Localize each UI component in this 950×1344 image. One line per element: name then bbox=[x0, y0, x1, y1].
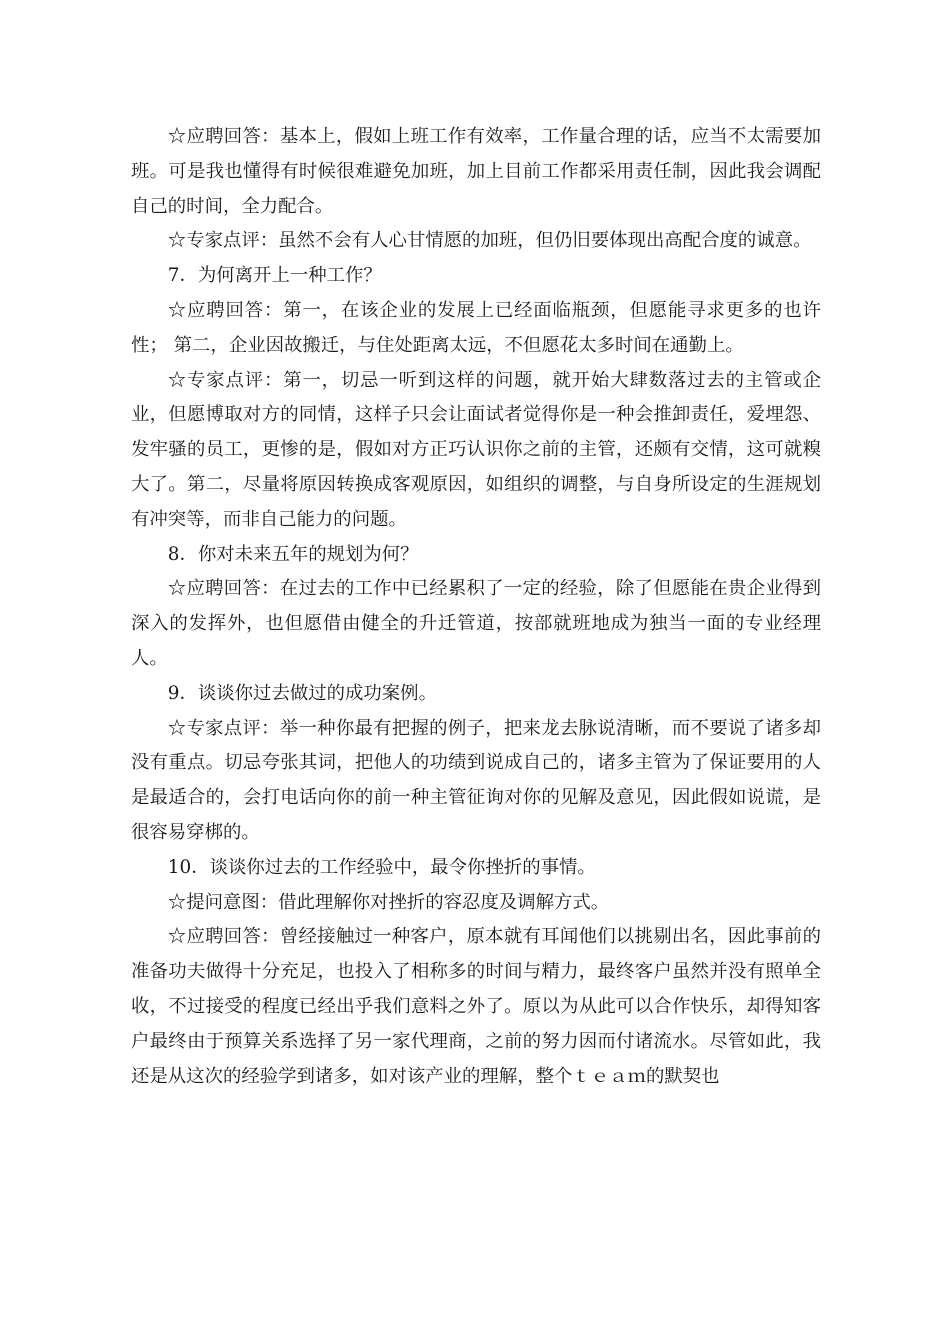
answer-paragraph: ☆应聘回答：在过去的工作中已经累积了一定的经验，除了但愿能在贵企业得到深入的发挥外，也但愿借由健全的升迁管道，按部就班地成为独当一面的专业经理人。 bbox=[131, 578, 821, 669]
question-heading: 8．你对未来五年的规划为何？ bbox=[167, 543, 419, 565]
comment-paragraph: ☆专家点评：第一，切忌一听到这样的问题，就开始大肆数落过去的主管或企业，但愿博取对方的同情，这样子只会让面试者觉得你是一种会推卸责任，爱埋怨、发牢骚的员工，更惨的是，假如对方正巧认识你之前的主管，还颇有交情，这可就糗大了。第二，尽量将原因转换成客观原因，如组织的调整，与自身所设定的生涯规划有冲突等，而非自己能力的问题。 bbox=[131, 369, 821, 530]
document-body bbox=[131, 120, 821, 1094]
answer-paragraph: ☆应聘回答：曾经接触过一种客户，原本就有耳闻他们以挑剔出名，因此事前的准备功夫做得十分充足，也投入了相称多的时间与精力，最终客户虽然并没有照单全收，不过接受的程度已经出乎我们意料之外了。原以为从此可以合作快乐，却得知客户最终由于预算关系选择了另一家代理商，之前的努力因而付诸流水。尽管如此，我还是从这次的经验学到诸多，如对该产业的理解，整个ｔｅａｍ的默契也 bbox=[131, 926, 821, 1087]
intent-paragraph: ☆提问意图：借此理解你对挫折的容忍度及调解方式。 bbox=[167, 891, 610, 913]
question-heading: 9．谈谈你过去做过的成功案例。 bbox=[167, 682, 437, 704]
comment-paragraph: ☆专家点评：虽然不会有人心甘情愿的加班，但仍旧要体现出高配合度的诚意。 bbox=[167, 230, 812, 252]
question-heading: 7．为何离开上一种工作？ bbox=[167, 265, 382, 287]
answer-paragraph: ☆应聘回答：第一，在该企业的发展上已经面临瓶颈，但愿能寻求更多的也许性； 第二，企业因故搬迁，与住处距离太远，不但愿花太多时间在通勤上。 bbox=[131, 299, 821, 356]
comment-paragraph: ☆专家点评：举一种你最有把握的例子，把来龙去脉说清晰，而不要说了诸多却没有重点。切忌夸张其词，把他人的功绩到说成自己的，诸多主管为了保证要用的人是最适合的，会打电话向你的前一种主管征询对你的见解及意见，因此假如说谎，是很容易穿梆的。 bbox=[131, 717, 821, 843]
answer-paragraph: ☆应聘回答：基本上，假如上班工作有效率，工作量合理的话，应当不太需要加班。可是我也懂得有时候很难避免加班，加上目前工作都采用责任制，因此我会调配自己的时间，全力配合。 bbox=[131, 126, 821, 217]
question-heading: 10．谈谈你过去的工作经验中，最令你挫折的事情。 bbox=[167, 856, 596, 878]
